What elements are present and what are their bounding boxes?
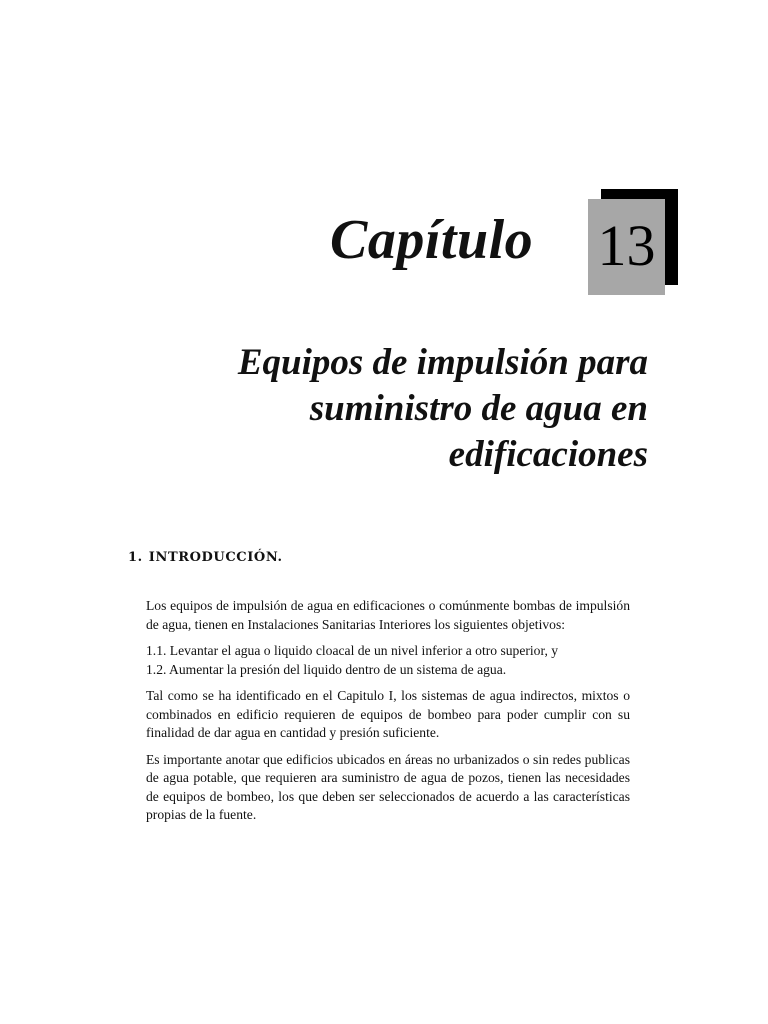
list-item-1: 1.1. Levantar el agua o liquido cloacal de un nivel inferior a otro superior, y	[146, 643, 559, 658]
list-item-2: 1.2. Aumentar la presión del liquido dentro de un sistema de agua.	[146, 661, 507, 677]
section-heading	[128, 550, 283, 565]
chapter-number-box	[588, 199, 665, 295]
chapter-title	[128, 340, 648, 478]
paragraph-objectives: Los equipos de impulsión de agua en edificaciones o comúnmente bombas de impulsión de agua, tienen en Instalaciones Sanitarias Interiores los siguientes objetivos:	[146, 598, 630, 632]
paragraph-buildings: Es importante anotar que edificios ubicados en áreas no urbanizados o sin redes publicas de agua potable, que requieren ara suministro de agua de pozos, tienen las necesidades de equipos de bombeo, los que deben ser seleccionados de acuerdo a las características propias de la fuente.	[146, 751, 630, 822]
chapter-number: 13	[597, 213, 656, 278]
chapter-title-line-1: Equipos de impulsión para	[237, 342, 648, 383]
chapter-box-face	[588, 199, 665, 295]
chapter-label: Capítulo	[330, 209, 534, 271]
chapter-title-line-3: edificaciones	[448, 434, 648, 475]
paragraph-systems: Tal como se ha identificado en el Capitulo I, los sistemas de agua indirectos, mixtos o combinados en edificio requieren de equipos de bombeo para poder cumplir con su finalidad de dar agua en cantidad y presión suficiente.	[146, 688, 630, 740]
section-number: 1.	[128, 550, 143, 565]
section-body	[146, 597, 630, 833]
chapter-title-line-2: suministro de agua en	[309, 388, 648, 429]
section-title: INTRODUCCIÓN.	[148, 550, 283, 565]
